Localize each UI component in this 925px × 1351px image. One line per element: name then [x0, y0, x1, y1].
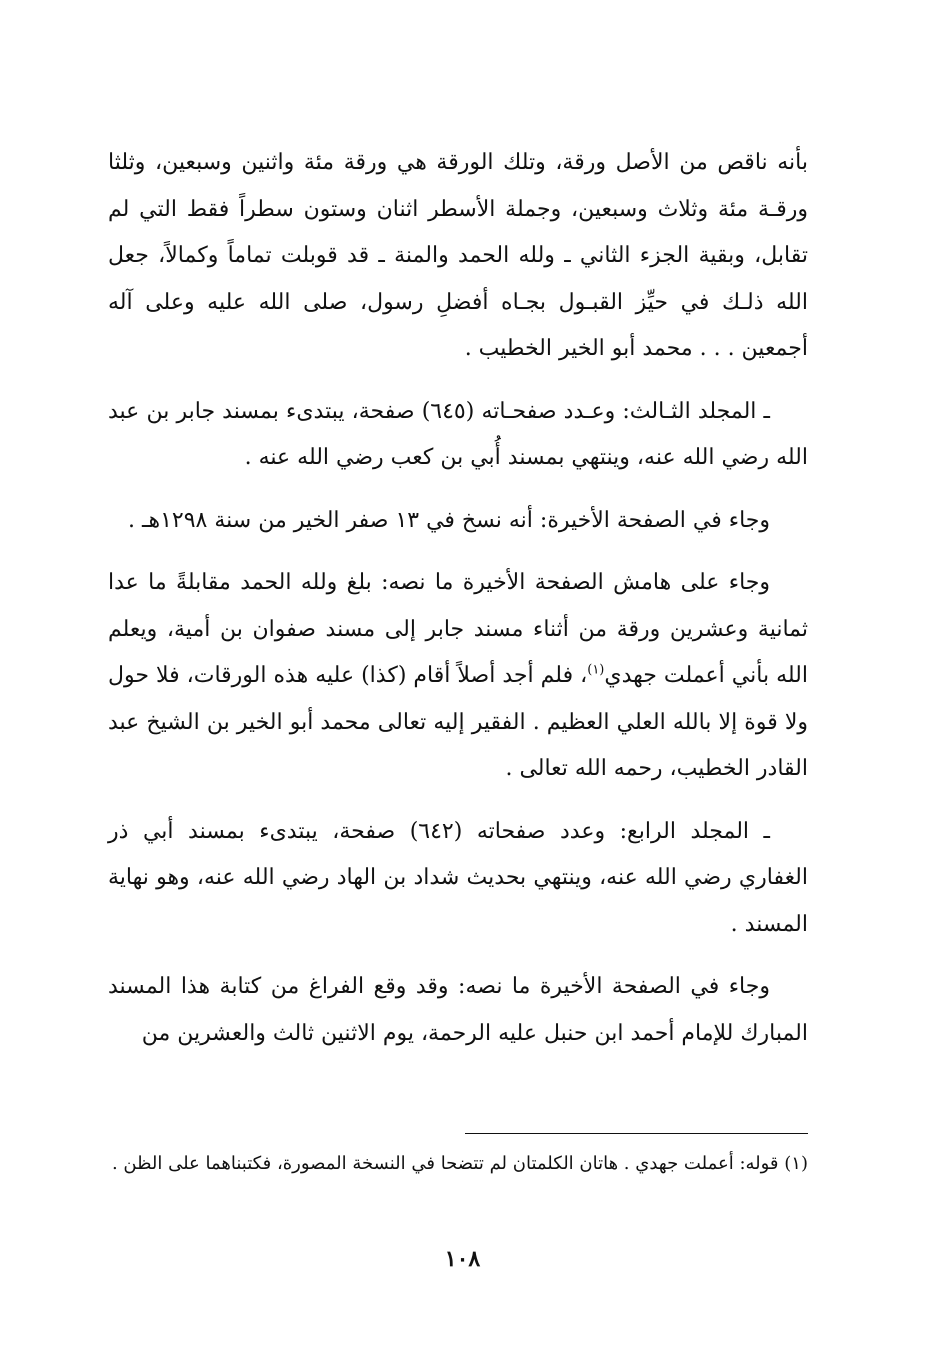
- paragraph-volume-three: ـ المجلد الثـالث: وعـدد صفحـاته (٦٤٥) صفحة، يبتدىء بمسند جابر بن عبد الله رضي الله عنه، وينتهي بمسند أُبي بن كعب رضي الله عنه .: [108, 398, 808, 470]
- paragraph-volume-four: ـ المجلد الرابع: وعدد صفحاته (٦٤٢) صفحة، يبتدىء بمسند أبي ذر الغفاري رضي الله عنه، وينتهي بحديث شداد بن الهاد رضي الله عنه، وهو نهاية المسند .: [108, 818, 808, 937]
- footnote-divider: [465, 1133, 808, 1134]
- margin-note-text: وجاء على هامش الصفحة الأخيرة ما نصه: بلغ ولله الحمد مقابلةً ما عدا ثمانية وعشرين ورقة من أثناء مسند جابر إلى مسند صفوان بن أمية، ويعلم الله بأني أعملت جهدي: [108, 570, 808, 688]
- main-text: [108, 140, 808, 1073]
- page-number: ١٠٨: [444, 1246, 481, 1272]
- paragraph-continuation: بأنه ناقص من الأصل ورقة، وتلك الورقة هي ورقة مئة واثنين وسبعين، وثلثا ورقـة مئة وثلاث وسبعين، وجملة الأسطر اثنان وستون سطراً فقط التي لم تقابل، وبقية الجزء الثاني ـ ولله الحمد والمنة ـ قد قوبلت تماماً وكمالاً، جعل الله ذلـك في حيِّز القبـول بجـاه أفضلِ رسول، صلى الله عليه وعلى آله أجمعين . . . محمد أبو الخير الخطيب .: [108, 150, 808, 361]
- paragraph-margin-note: [108, 560, 808, 793]
- paragraph-final-page: وجاء في الصفحة الأخيرة ما نصه: وقد وقع الفراغ من كتابة هذا المسند المبارك للإمام أحمد ابن حنبل عليه الرحمة، يوم الاثنين ثالث والعشرين من: [108, 974, 808, 1046]
- paragraph-copy-date: وجاء في الصفحة الأخيرة: أنه نسخ في ١٣ صفر الخير من سنة ١٢٩٨هـ .: [128, 507, 770, 533]
- footnote: [108, 1146, 808, 1182]
- margin-note-rest: ، فلم أجد أصلاً أقام (كذا) عليه هذه الورقات، فلا حول ولا قوة إلا بالله العلي العظيم . الفقير إليه تعالى محمد أبو الخير بن الشيخ عبد القادر الخطيب، رحمه الله تعالى .: [108, 663, 808, 781]
- footnote-text: (١) قوله: أعملت جهدي . هاتان الكلمتان لم تتضحا في النسخة المصورة، فكتبناهما على الظن .: [111, 1153, 808, 1174]
- footnote-reference: (١): [587, 662, 605, 678]
